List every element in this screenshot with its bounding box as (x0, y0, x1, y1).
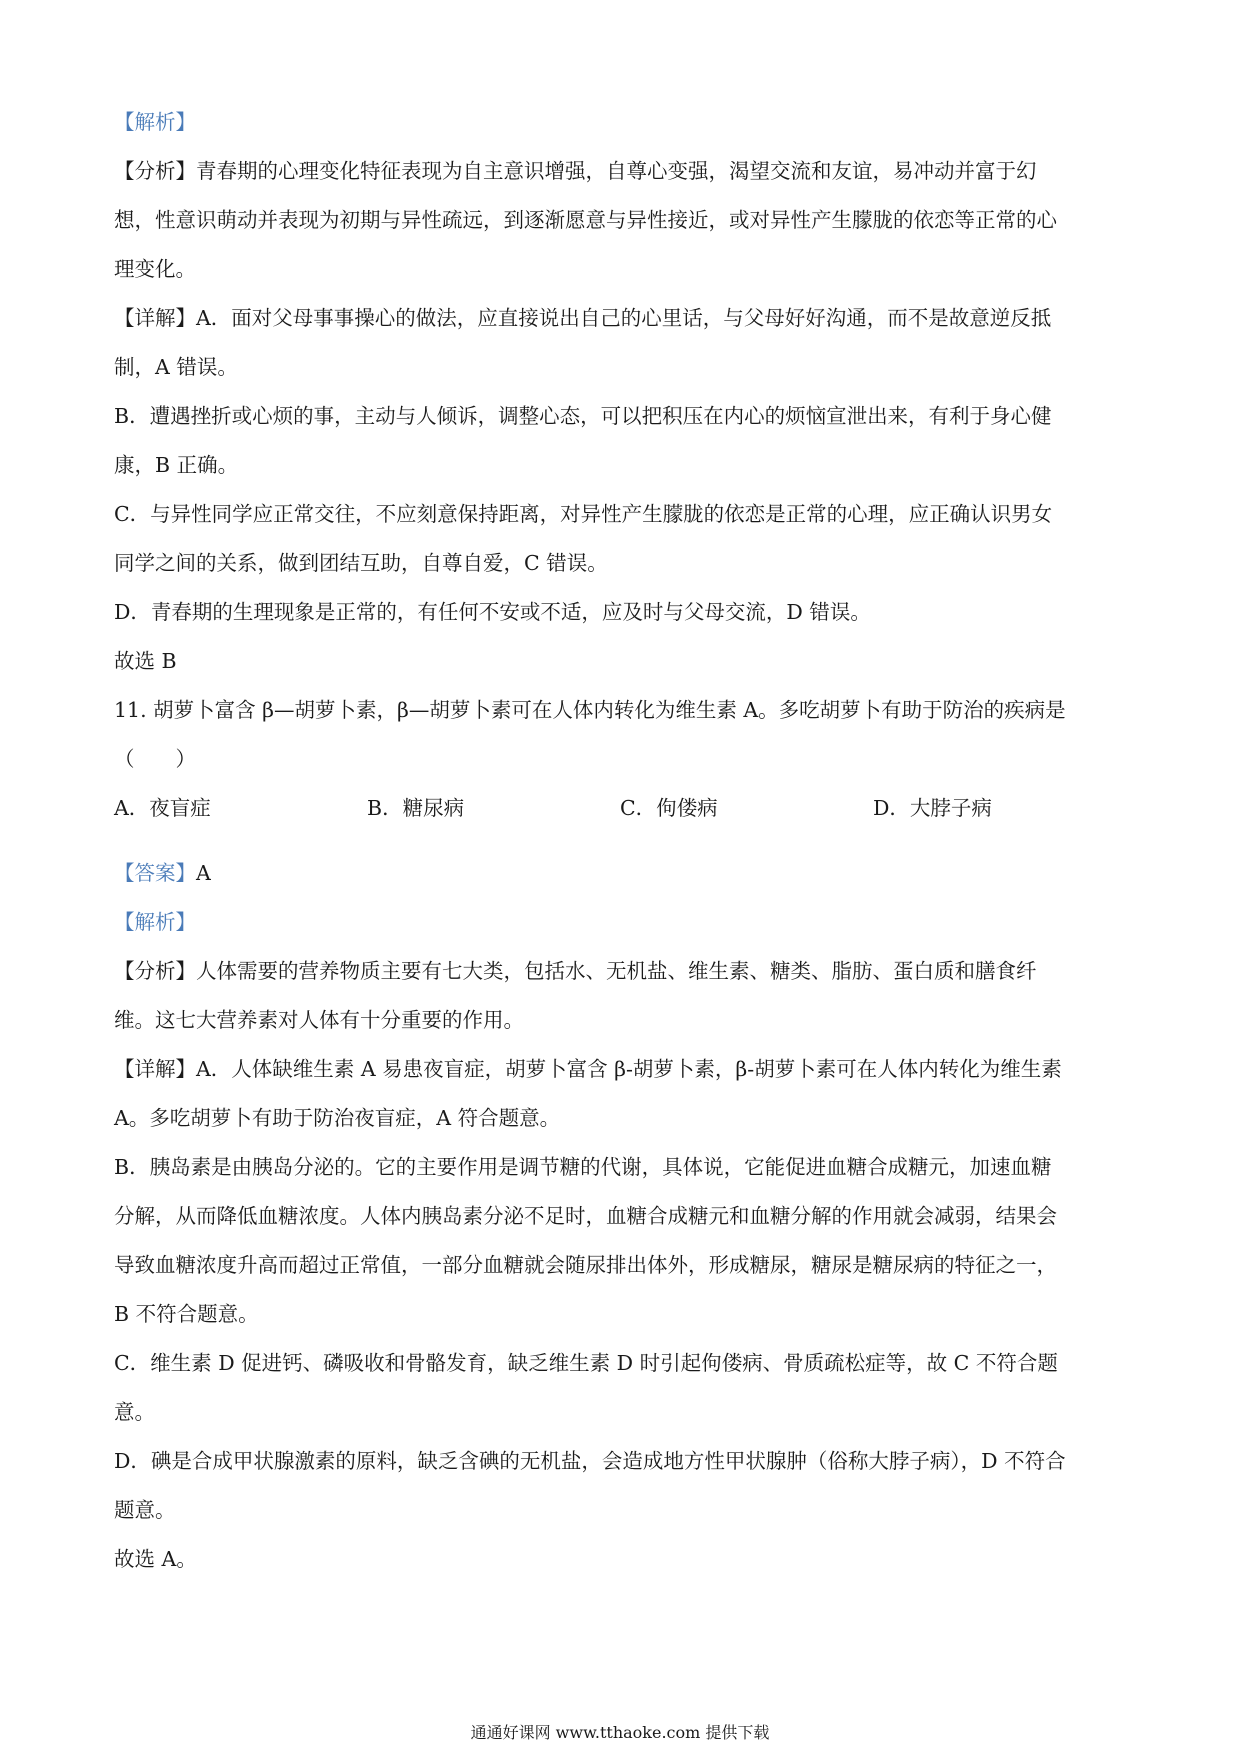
page-content (114, 98, 1126, 1584)
q11-detail-d-line-2: 题意。 (114, 1498, 176, 1522)
q11-options (114, 784, 1126, 833)
q11-option-d: D．大脖子病 (873, 796, 992, 820)
q11-answer-label: 【答案】 (114, 861, 196, 885)
q10-detail-c-line-1: C．与异性同学应正常交往，不应刻意保持距离，对异性产生朦胧的依恋是正常的心理，应正确认识男女 (114, 502, 1053, 526)
q10-detail-c-line-2: 同学之间的关系，做到团结互助，自尊自爱，C 错误。 (114, 551, 608, 575)
q11-stem-line-2: （ ） (114, 747, 196, 771)
q10-analysis-line-2: 想，性意识萌动并表现为初期与异性疏远，到逐渐愿意与异性接近，或对异性产生朦胧的依恋等正常的心 (114, 208, 1057, 232)
q10-conclusion: 故选 B (114, 649, 177, 673)
q10-detail-d-line-1: D．青春期的生理现象是正常的，有任何不安或不适，应及时与父母交流，D 错误。 (114, 600, 871, 624)
q11-analysis-line-1: 【分析】人体需要的营养物质主要有七大类，包括水、无机盐、维生素、糖类、脂肪、蛋白质和膳食纤 (114, 959, 1037, 983)
q10-detail-b-line-1: B．遭遇挫折或心烦的事，主动与人倾诉，调整心态，可以把积压在内心的烦恼宣泄出来，有利于身心健 (114, 404, 1052, 428)
q11-detail-c-line-2: 意。 (114, 1400, 155, 1424)
q11-detail-b-line-2: 分解，从而降低血糖浓度。人体内胰岛素分泌不足时，血糖合成糖元和血糖分解的作用就会减弱，结果会 (114, 1204, 1057, 1228)
q11-answer-value: A (196, 861, 211, 885)
page-footer: 通通好课网 www.tthaoke.com 提供下载 (470, 1723, 770, 1742)
q11-detail-b-line-4: B 不符合题意。 (114, 1302, 259, 1326)
q10-detail-a-line-2: 制，A 错误。 (114, 355, 238, 379)
q11-analysis-line-2: 维。这七大营养素对人体有十分重要的作用。 (114, 1008, 524, 1032)
q11-detail-b-line-1: B．胰岛素是由胰岛分泌的。它的主要作用是调节糖的代谢，具体说，它能促进血糖合成糖元，加速血糖 (114, 1155, 1052, 1179)
q10-analysis-line-3: 理变化。 (114, 257, 196, 281)
q11-detail-c-line-1: C．维生素 D 促进钙、磷吸收和骨骼发育，缺乏维生素 D 时引起佝偻病、骨质疏松症等，故 C 不符合题 (114, 1351, 1058, 1375)
q11-answer (114, 849, 1126, 898)
q11-option-b: B．糖尿病 (367, 796, 465, 820)
q11-option-a: A．夜盲症 (114, 796, 211, 820)
q10-analysis-line-1: 【分析】青春期的心理变化特征表现为自主意识增强，自尊心变强，渴望交流和友谊，易冲动并富于幻 (114, 159, 1037, 183)
q10-detail-b-line-2: 康，B 正确。 (114, 453, 239, 477)
q11-stem-line-1: 11. 胡萝卜富含 β—胡萝卜素，β—胡萝卜素可在人体内转化为维生素 A。多吃胡萝卜有助于防治的疾病是 (114, 698, 1066, 722)
q10-analysis-label: 【解析】 (114, 110, 196, 134)
q11-detail-a-line-1: 【详解】A．人体缺维生素 A 易患夜盲症，胡萝卜富含 β-胡萝卜素，β-胡萝卜素可在人体内转化为维生素 (114, 1057, 1062, 1081)
q11-detail-a-line-2: A。多吃胡萝卜有助于防治夜盲症，A 符合题意。 (114, 1106, 561, 1130)
q11-conclusion: 故选 A。 (114, 1547, 197, 1571)
q11-detail-d-line-1: D．碘是合成甲状腺激素的原料，缺乏含碘的无机盐，会造成地方性甲状腺肿（俗称大脖子病），D 不符合 (114, 1449, 1066, 1473)
q11-detail-b-line-3: 导致血糖浓度升高而超过正常值，一部分血糖就会随尿排出体外，形成糖尿，糖尿是糖尿病的特征之一， (114, 1253, 1057, 1277)
q11-option-c: C．佝偻病 (620, 796, 718, 820)
spacer (114, 833, 1126, 849)
q11-analysis-label: 【解析】 (114, 910, 196, 934)
q10-detail-a-line-1: 【详解】A．面对父母事事操心的做法，应直接说出自己的心里话，与父母好好沟通，而不是故意逆反抵 (114, 306, 1052, 330)
